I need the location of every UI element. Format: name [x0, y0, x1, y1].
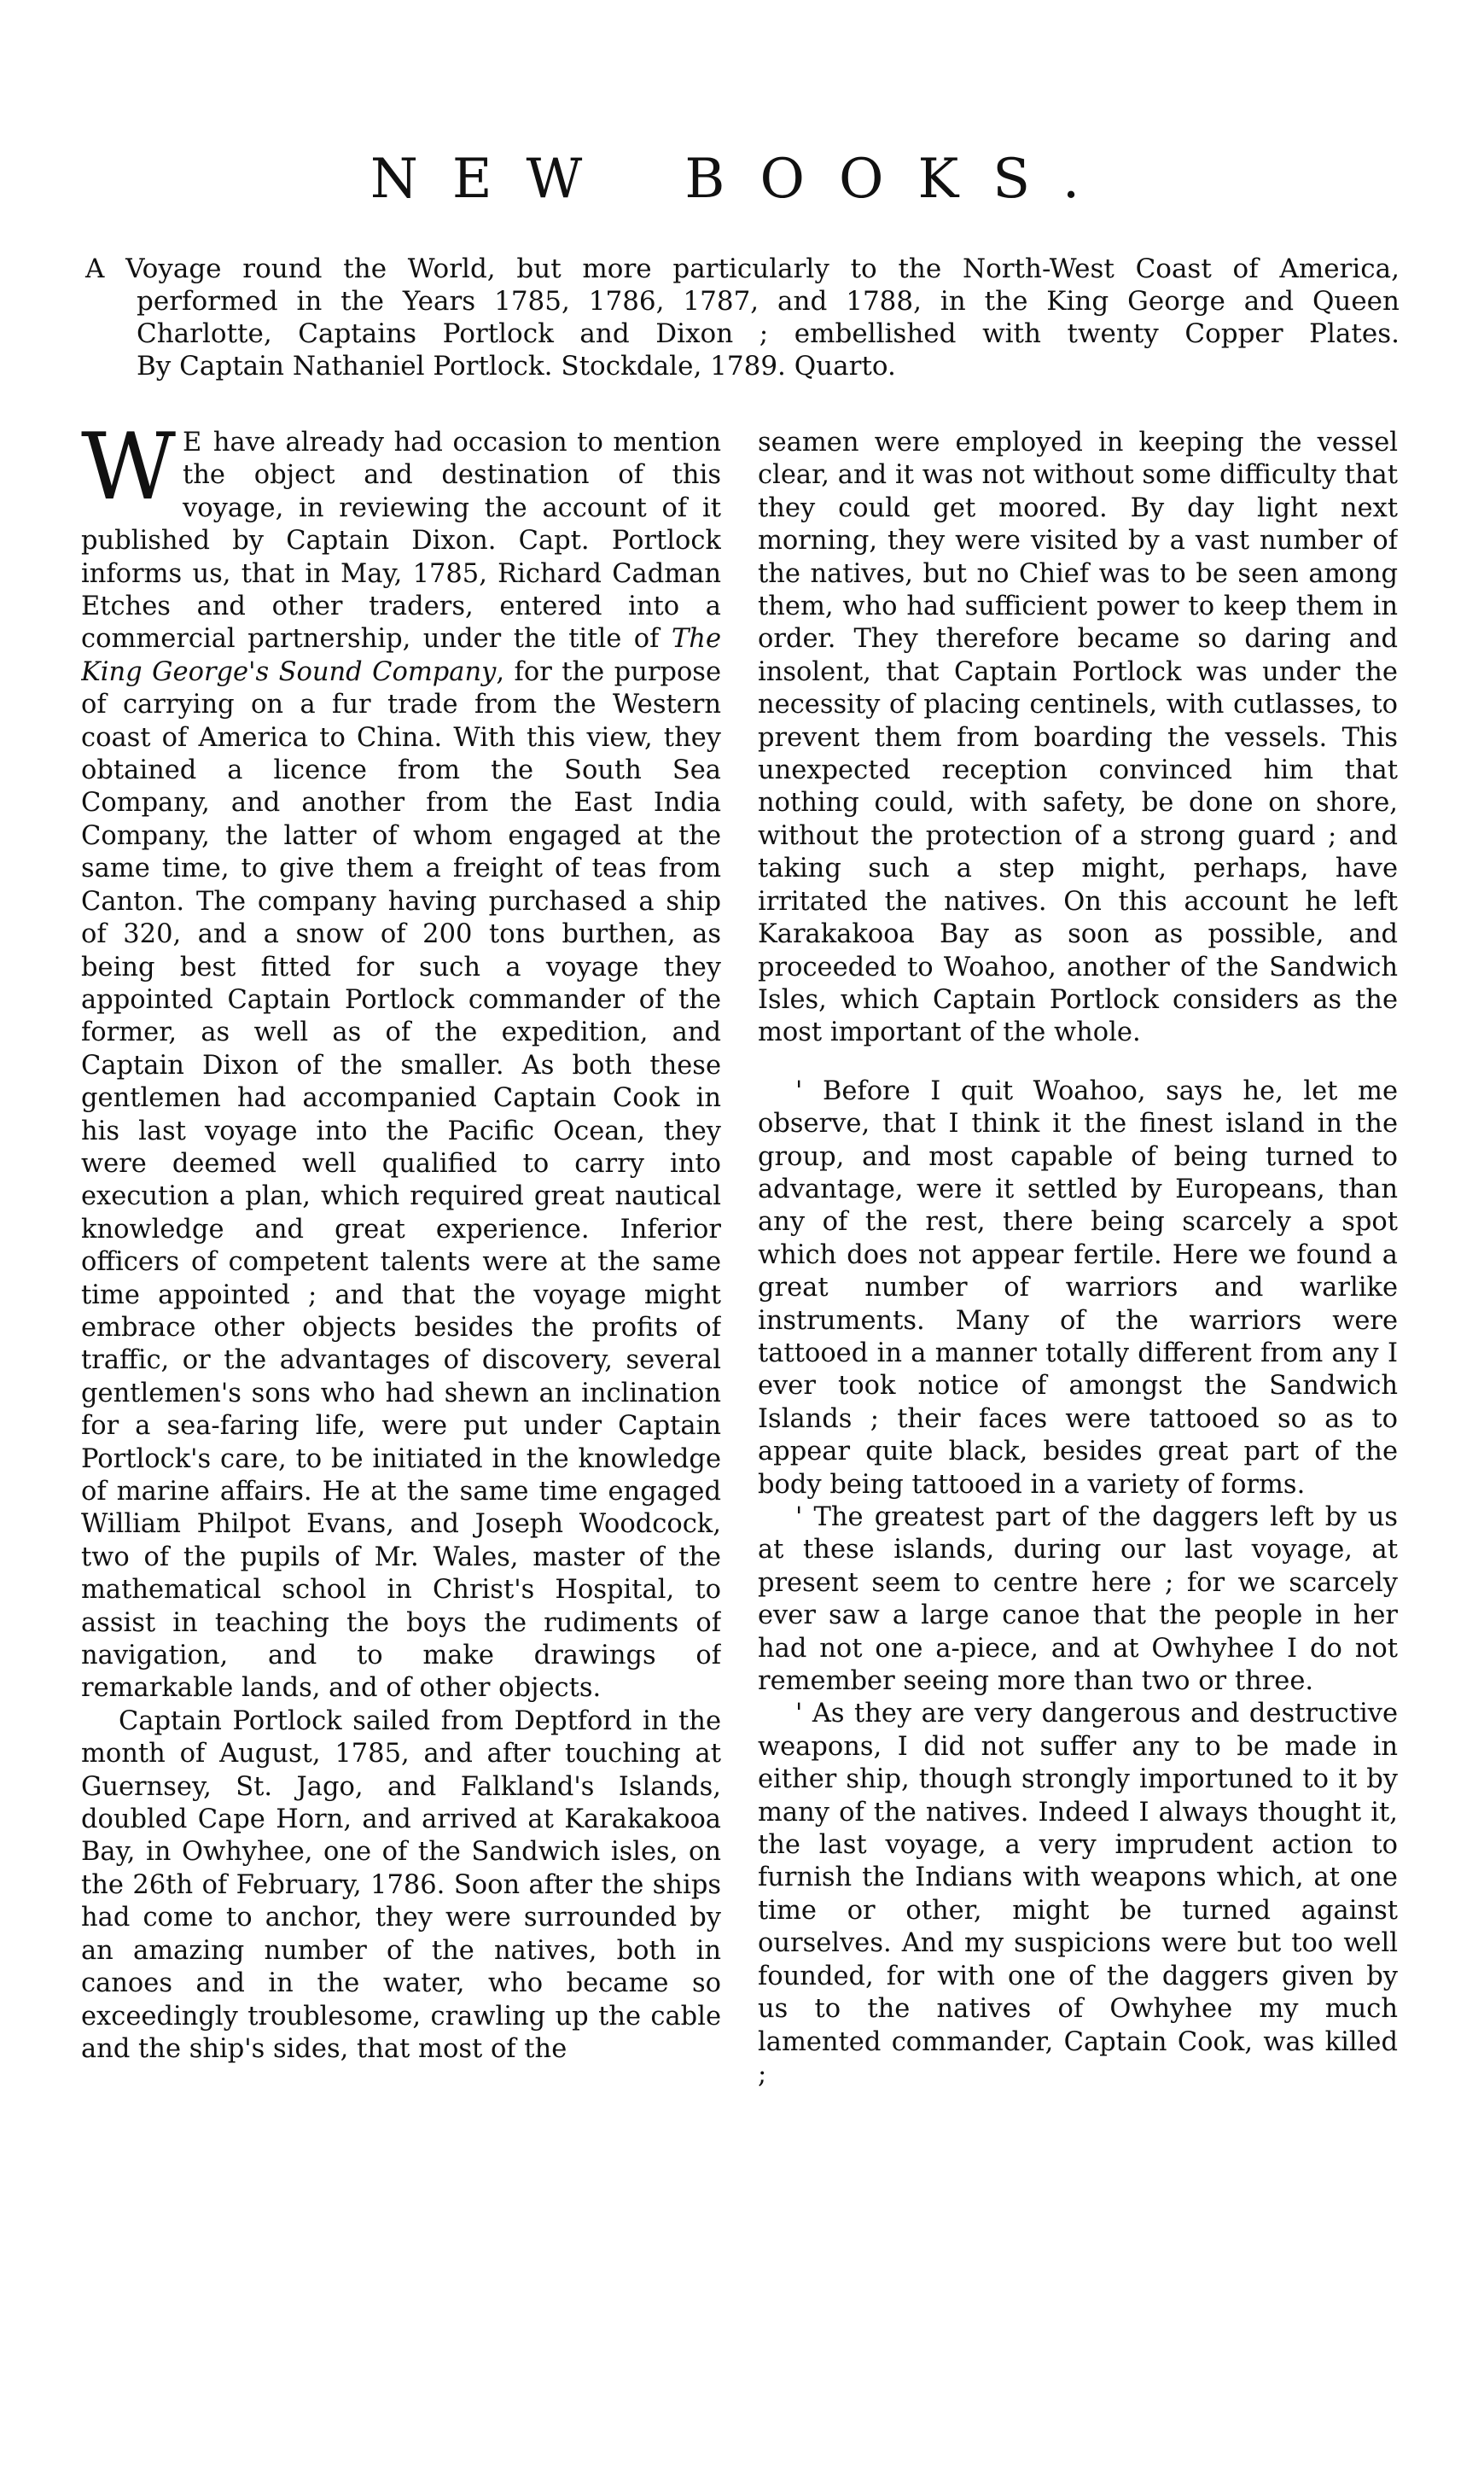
drop-cap: W	[81, 427, 177, 521]
left-paragraph-2: Captain Portlock sailed from Deptford in the month of August, 1785, and after touching at Guernsey, St. Jago, and Falkland's Islands, doubled Cape Horn, and arrived at Karakakooa Bay, in Owhyhee, one of the Sandwich isles, on the 26th of February, 1786. Soon after the ships had come to anchor, they were surrounded by an amazing number of the natives, both in canoes and in the water, who became so exceedingly troublesome, crawling up the cable and the ship's sides, that most of the	[81, 1705, 721, 2064]
left-paragraph-1-text-b: , for the purpose of carrying on a fur trade from the Western coast of America to China. With this view, they obtained a licence from the South Sea Company, and another from the East India Company, the latter of whom engaged at the same time, to give them a freight of teas from Canton. The company having purchased a ship of 320, and a snow of 200 tons burthen, as being best fitted for such a voyage they appointed Captain Portlock commander of the former, as well as of the expedition, and Captain Dixon of the smaller. As both these gentlemen had accompanied Captain Cook in his last voyage into the Pacific Ocean, they were deemed well qualified to carry into execution a plan, which required great nautical knowledge and great experience. Inferior officers of competent talents were at the same time appointed ; and that the voyage might embrace other objects besides the profits of traffic, or the advantages of discovery, several gentlemen's sons who had shewn an inclination for a sea-faring life, were put under Captain Portlock's care, to be initiated in the knowledge of marine affairs. He at the same time engaged William Philpot Evans, and Joseph Woodcock, two of the pupils of Mr. Wales, master of the mathematical school in Christ's Hospital, to assist in teaching the boys the rudiments of navigation, and to make drawings of remarkable lands, and of other objects.	[81, 656, 721, 1704]
section-title-right: BOOKS.	[684, 148, 1114, 211]
drop-cap-rest: E	[183, 428, 204, 458]
left-paragraph-1-text-a: have already had occasion to mention the object and destination of this voyage, in reviewing the account of it published by Captain Dixon. Capt. Portlock informs us, that in May, 1785, Richard Cadman Etches and other traders, entered into a commercial partnership, under the title of	[81, 428, 721, 655]
right-column	[758, 427, 1398, 2441]
book-heading-line-3: Charlotte, Captains Portlock and Dixon ; embellished with twenty Copper Plates.	[137, 318, 1400, 349]
book-heading-line-1: A Voyage round the World, but more particularly to the North-West Coast of America,	[85, 254, 1400, 284]
right-paragraph-2: ' Before I quit Woahoo, says he, let me observe, that I think it the finest island in the group, and most capable of being turned to advantage, were it settled by Europeans, than any of the rest, there being scarcely a spot which does not appear fertile. Here we found a great number of warriors and warlike instruments. Many of the warriors were tattooed in a manner totally different from any I ever took notice of amongst the Sandwich Islands ; their faces were tattooed so as to appear quite black, besides great part of the body being tattooed in a variety of forms.	[758, 1076, 1398, 1500]
section-title-left: NEW	[370, 148, 617, 211]
book-heading-line-4: By Captain Nathaniel Portlock. Stockdale, 1789. Quarto.	[137, 351, 896, 382]
right-paragraph-1: seamen were employed in keeping the vessel clear, and it was not without some difficulty that they could get moored. By day light next morning, they were visited by a vast number of the natives, but no Chief was to be seen among them, who had sufficient power to keep them in order. They therefore became so daring and insolent, that Captain Portlock was under the necessity of placing centinels, with cutlasses, to prevent them from boarding the vessels. This unexpected reception convinced him that nothing could, with safety, be done on shore, without the protection of a strong guard ; and taking such a step might, perhaps, have irritated the natives. On this account he left Karakakooa Bay as soon as possible, and proceeded to Woahoo, another of the Sandwich Isles, which Captain Portlock considers as the most important of the whole.	[758, 428, 1398, 1048]
section-title	[0, 148, 1484, 211]
book-heading-line-2: performed in the Years 1785, 1786, 1787, and 1788, in the King George and Queen	[137, 286, 1400, 317]
left-paragraph-1	[81, 427, 721, 1705]
company-name-italic: The King George's Sound Company	[81, 624, 721, 687]
right-paragraph-4: ' As they are very dangerous and destructive weapons, I did not suffer any to be made in either ship, though strongly importuned to it by many of the natives. Indeed I always thought it, the last voyage, a very imprudent action to furnish the Indians with weapons which, at one time or other, might be turned against ourselves. And my suspicions were but too well founded, for with one of the daggers given by us to the natives of Owhyhee my much lamented commander, Captain Cook, was killed ;	[758, 1699, 1398, 2090]
book-heading	[85, 253, 1400, 382]
left-column	[81, 427, 721, 2441]
right-paragraph-3: ' The greatest part of the daggers left by us at these islands, during our last voyage, at present seem to centre here ; for we scarcely ever saw a large canoe that the people in her had not one a-piece, and at Owhyhee I do not remember seeing more than two or three.	[758, 1502, 1398, 1697]
